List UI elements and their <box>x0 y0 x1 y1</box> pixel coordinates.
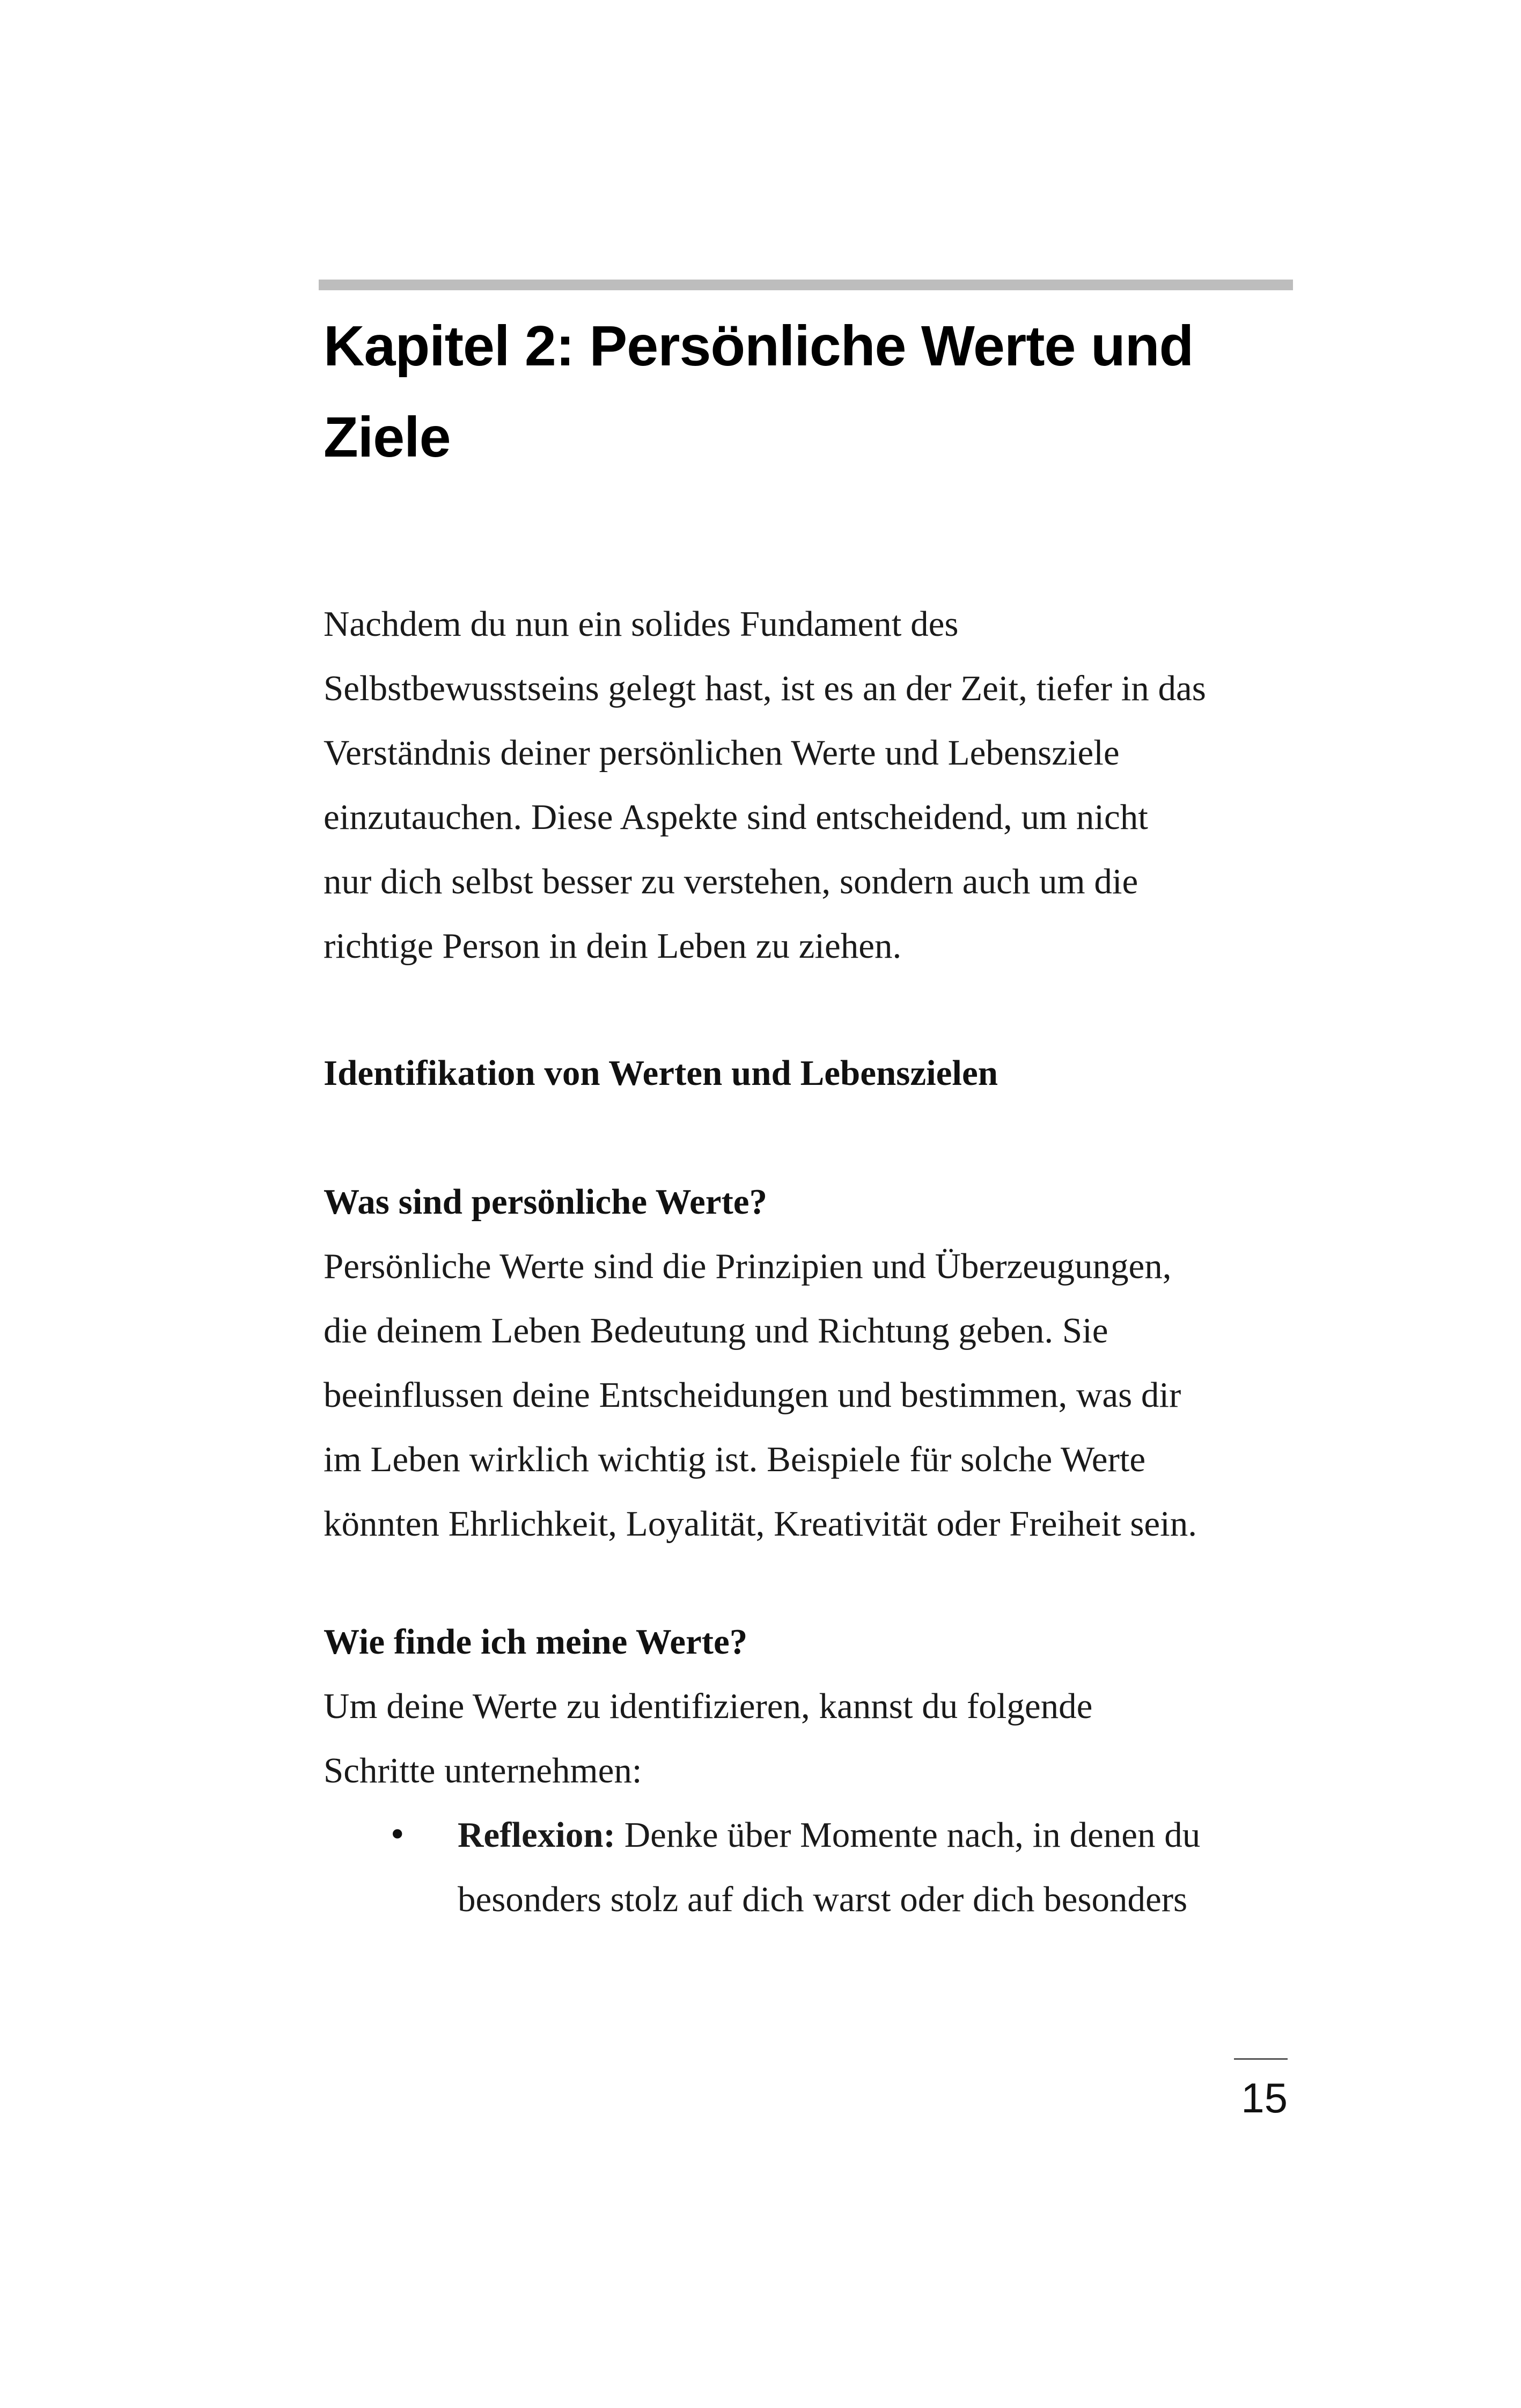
subsection-heading: Was sind persönliche Werte? <box>324 1182 767 1222</box>
intro-paragraph <box>324 592 1300 978</box>
list-item-text: Denke über Momente nach, in denen du <box>615 1815 1201 1855</box>
steps-list <box>324 1803 1300 1932</box>
subsection-find-values <box>324 1610 1300 1803</box>
paragraph-line: Um deine Werte zu identifizieren, kannst du folgende <box>324 1686 1093 1726</box>
chapter-title <box>324 300 1289 483</box>
intro-line: richtige Person in dein Leben zu ziehen. <box>324 926 902 966</box>
footer-rule <box>1234 2058 1288 2060</box>
list-item-line <box>458 1803 1300 1867</box>
paragraph-line: Schritte unternehmen: <box>324 1751 642 1790</box>
intro-line: nur dich selbst besser zu verstehen, sondern auch um die <box>324 862 1138 901</box>
intro-line: Verständnis deiner persönlichen Werte und Lebensziele <box>324 733 1120 773</box>
paragraph-line: könnten Ehrlichkeit, Loyalität, Kreativität oder Freiheit sein. <box>324 1504 1197 1544</box>
intro-line: Nachdem du nun ein solides Fundament des <box>324 604 959 644</box>
subsection-personal-values <box>324 1170 1300 1556</box>
list-item <box>324 1803 1300 1932</box>
list-item-term: Reflexion: <box>458 1815 615 1855</box>
section-heading: Identifikation von Werten und Lebenszielen <box>324 1053 998 1093</box>
chapter-title-line-2: Ziele <box>324 406 451 469</box>
paragraph-line: im Leben wirklich wichtig ist. Beispiele für solche Werte <box>324 1440 1146 1479</box>
paragraph-line: Persönliche Werte sind die Prinzipien und Überzeugungen, <box>324 1246 1172 1286</box>
intro-line: einzutauchen. Diese Aspekte sind entscheidend, um nicht <box>324 797 1148 837</box>
list-item-line: besonders stolz auf dich warst oder dich besonders <box>458 1880 1188 1919</box>
bullet-icon: • <box>388 1816 407 1854</box>
paragraph-line: die deinem Leben Bedeutung und Richtung geben. Sie <box>324 1311 1108 1350</box>
chapter-title-line-1: Kapitel 2: Persönliche Werte und <box>324 314 1194 378</box>
chapter-top-rule <box>319 280 1293 290</box>
subsection-heading: Wie finde ich meine Werte? <box>324 1622 748 1662</box>
intro-line: Selbstbewusstseins gelegt hast, ist es an der Zeit, tiefer in das <box>324 669 1206 708</box>
page-number: 15 <box>1241 2074 1288 2121</box>
paragraph-line: beeinflussen deine Entscheidungen und bestimmen, was dir <box>324 1375 1181 1415</box>
